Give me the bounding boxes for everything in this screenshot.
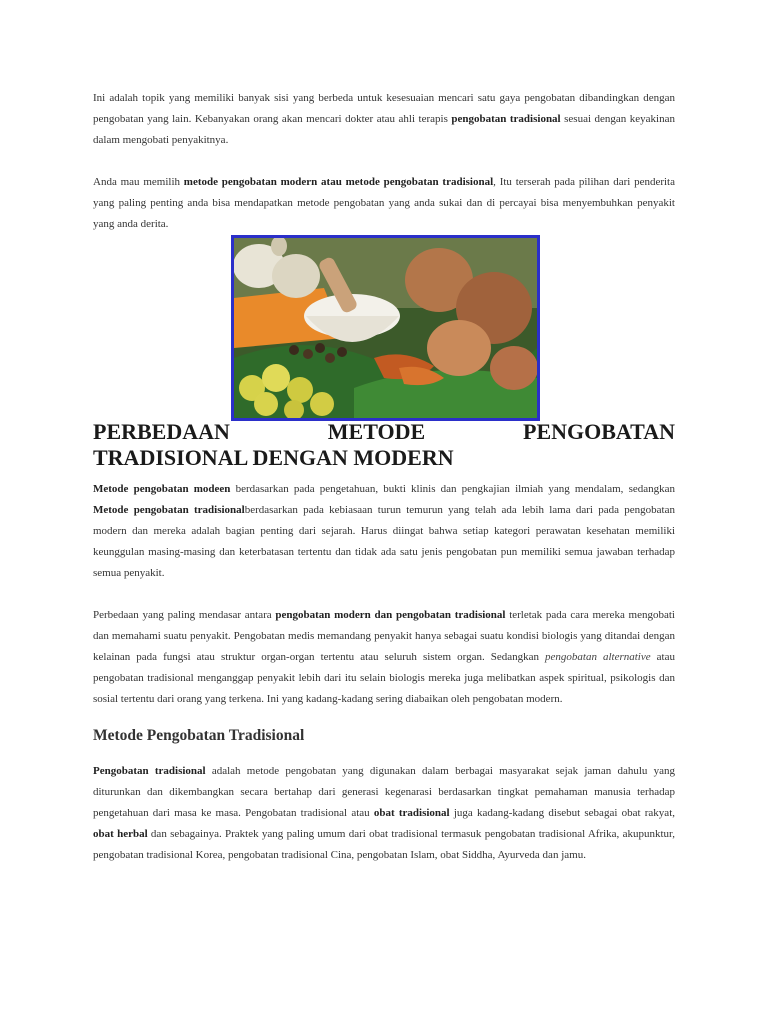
herbal-medicine-photo [231, 235, 540, 421]
page-title [93, 419, 675, 471]
title-word-3: PENGOBATAN [523, 419, 675, 444]
title-word-2: METODE [327, 419, 426, 444]
intro-paragraph-2: Anda mau memilih metode pengobatan modern atau metode pengobatan tradisional, Itu terserah pada pilihan dari penderita yang paling penting anda bisa mendapatkan metode pengobatan yang anda sukai dan di percayai bisa menyembuhkan penyakit yang anda derita. [93, 176, 675, 230]
document-page [93, 88, 676, 861]
section1-paragraph-2: Perbedaan yang paling mendasar antara pengobatan modern dan pengobatan tradisional terletak pada cara mereka mengobati dan memahami suatu penyakit. Pengobatan medis memandang penyakit hanya sebagai suatu kondisi biologis yang ditandai dengan kelainan pada fungsi atau struktur organ-organ tertentu atau seluruh sistem organ. Sedangkan pengobatan alternative atau pengobatan tradisional menganggap penyakit lebih dari itu selain biologis mereka juga melibatkan aspek spiritual, psikologis dan sosial tertentu dari orang yang terkena. Ini yang kadang-kadang sering diabaikan oleh pengobatan modern. [93, 609, 675, 705]
subheading: Metode Pengobatan Tradisional [93, 727, 305, 744]
section2-paragraph-1: Pengobatan tradisional adalah metode pengobatan yang digunakan dalam berbagai masyarakat sejak jaman dahulu yang diturunkan dan dikembangkan secara bertahap dari generasi kegenarasi berdasarkan tingkat pemahaman manusia terhadap pengetahuan dari masa ke masa. Pengobatan tradisional atau obat tradisional juga kadang-kadang disebut sebagai obat rakyat, obat herbal dan sebagainya. Praktek yang paling umum dari obat tradisional termasuk pengobatan tradisional Afrika, akupunktur, pengobatan tradisional Korea, pengobatan tradisional Cina, pengobatan Islam, obat Siddha, Ayurveda dan jamu. [93, 765, 675, 861]
title-line-2: TRADISIONAL DENGAN MODERN [93, 445, 454, 470]
intro-paragraph-1: Ini adalah topik yang memiliki banyak sisi yang berbeda untuk kesesuaian mencari satu gaya pengobatan dibandingkan dengan pengobatan yang lain. Kebanyakan orang akan mencari dokter atau ahli terapis pengobatan tradisional sesuai dengan keyakinan dalam mengobati penyakitnya. [93, 92, 675, 146]
section1-paragraph-1: Metode pengobatan modeen berdasarkan pada pengetahuan, bukti klinis dan pengkajian ilmiah yang mendalam, sedangkan Metode pengobatan tradisionalberdasarkan pada kebiasaan turun temurun yang telah ada lebih lama dari pada pengobatan modern dan mereka adalah bagian penting dari sejarah. Harus diingat bahwa setiap kategori perawatan kesehatan memiliki keunggulan masing-masing dan keterbatasan tertentu dan tidak ada satu jenis pengobatan pun memiliki semua jawaban terhadap semua penyakit. [93, 483, 676, 579]
title-word-1: PERBEDAAN [93, 419, 230, 444]
section-content [93, 479, 675, 866]
